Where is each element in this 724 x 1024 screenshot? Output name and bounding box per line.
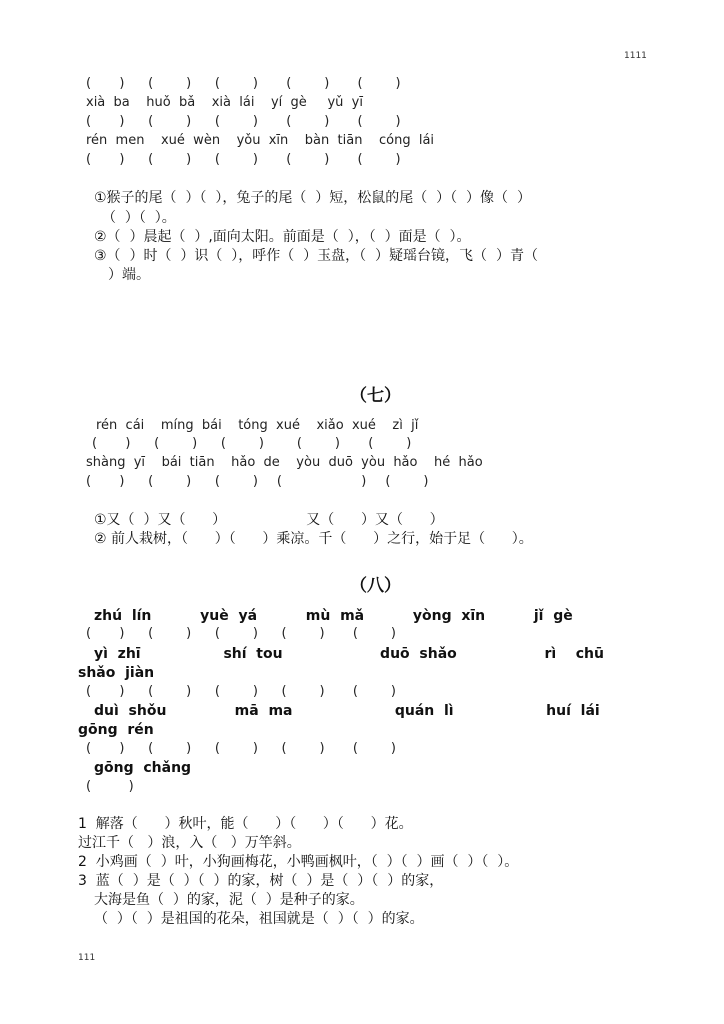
- section-heading-8: （八）: [350, 576, 401, 596]
- pinyin-row-wrap: gōng rén: [78, 722, 154, 738]
- pinyin-row: rén cái míng bái tóng xué xiǎo xué zì jǐ: [96, 418, 419, 433]
- fill-sentence-3: ③（ ）时（ ）识（ ），呼作（ ）玉盘，（ ）疑瑶台镜，飞（ ）青（: [94, 248, 538, 264]
- paren-row: ( ) ( ) ( ) ( ) ( ): [86, 626, 397, 641]
- fill-sentence-1: ①又（ ）又（ ） 又（ ）又（ ）: [94, 512, 444, 528]
- paren-row: ( ): [86, 779, 135, 794]
- paren-row: ( ) ( ) ( ) ( ) ( ): [86, 114, 402, 129]
- section-heading-7: （七）: [350, 386, 401, 406]
- pinyin-row: zhú lín yuè yá mù mǎ yòng xīn jǐ gè: [94, 608, 573, 624]
- question-3-cont: 大海是鱼（ ）的家，泥（ ）是种子的家。: [94, 892, 364, 908]
- pinyin-row: gōng chǎng: [94, 760, 192, 776]
- question-1-cont: 过江千（ ）浪，入（ ）万竿斜。: [78, 835, 301, 851]
- paren-row: ( ) ( ) ( ) ( ) ( ): [86, 76, 402, 91]
- fill-sentence-2: ②（ ）晨起（ ）,面向太阳。前面是（ ），（ ）面是（ ）。: [94, 229, 471, 245]
- header-page-number: 1111: [624, 51, 647, 61]
- pinyin-row: rén men xué wèn yǒu xīn bàn tiān cóng lái: [86, 133, 435, 148]
- pinyin-row: xià ba huǒ bǎ xià lái yí gè yǔ yī: [86, 95, 363, 110]
- pinyin-row: yì zhī shí tou duō shǎo rì chū: [94, 646, 604, 662]
- fill-sentence-2: ② 前人栽树，（ ）（ ）乘凉。千（ ）之行，始于足（ ）。: [94, 531, 533, 547]
- fill-sentence-1: ①猴子的尾（ ）（ ），兔子的尾（ ）短，松鼠的尾（ ）（ ）像（ ）: [94, 190, 531, 206]
- question-2: 2 小鸡画（ ）叶，小狗画梅花，小鸭画枫叶，（ ）（ ）画（ ）（ ）。: [78, 854, 519, 870]
- fill-sentence-3-cont: ）端。: [108, 267, 150, 283]
- question-3-cont: （ ）（ ）是祖国的花朵，祖国就是（ ）（ ）的家。: [94, 911, 424, 927]
- pinyin-row: duì shǒu mā ma quán lì huí lái: [94, 703, 600, 719]
- pinyin-row-wrap: shǎo jiàn: [78, 665, 155, 681]
- paren-row: ( ) ( ) ( ) ( ) ( ): [86, 684, 397, 699]
- question-1: 1 解落（ ）秋叶，能（ ）（ ）（ ）花。: [78, 816, 413, 832]
- paren-row: ( ) ( ) ( ) ( ) ( ): [92, 436, 412, 451]
- footer-page-number: 111: [78, 953, 96, 963]
- question-3: 3 蓝（ ）是（ ）（ ）的家，树（ ）是（ ）（ ）的家，: [78, 873, 444, 889]
- paren-row: ( ) ( ) ( ) ( ) ( ): [86, 152, 402, 167]
- fill-sentence-1-cont: （ ）（ ）。: [102, 210, 176, 226]
- paren-row: ( ) ( ) ( ) ( ) ( ): [86, 474, 429, 489]
- pinyin-row: shàng yī bái tiān hǎo de yòu duō yòu hǎo hé hǎo: [86, 455, 483, 470]
- paren-row: ( ) ( ) ( ) ( ) ( ): [86, 741, 397, 756]
